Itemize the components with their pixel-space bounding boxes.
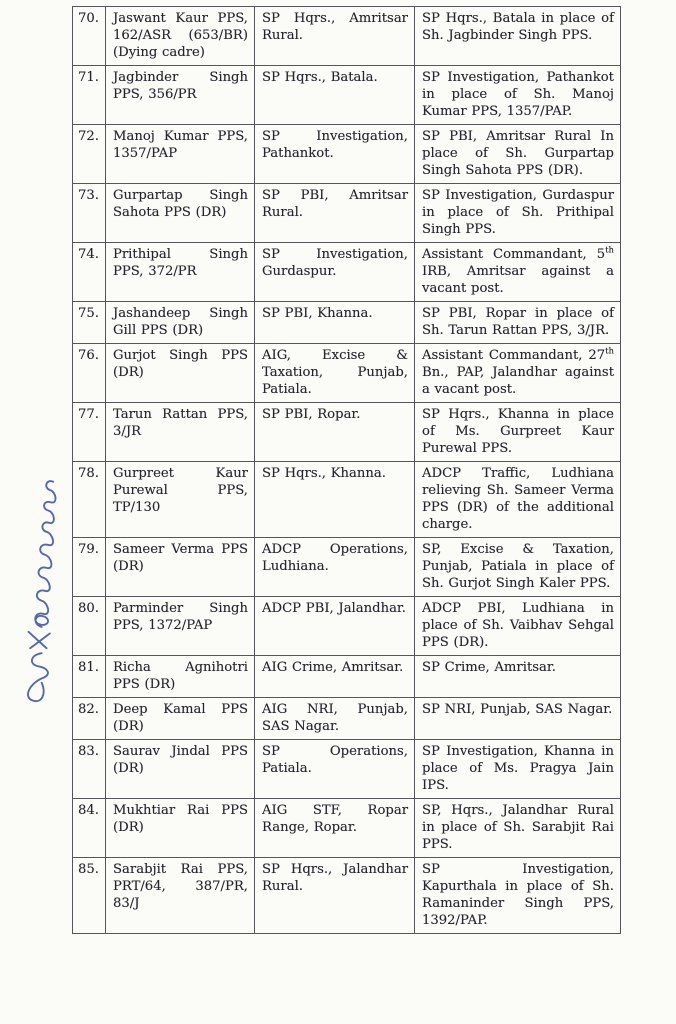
officer-name-cell: Jagbinder Singh PPS, 356/PR <box>106 66 255 125</box>
officer-name-cell: Sameer Verma PPS (DR) <box>106 538 255 597</box>
present-posting-cell: ADCP PBI, Jalandhar. <box>255 597 415 656</box>
signature-stroke <box>35 481 55 627</box>
serial-cell: 71. <box>73 66 106 125</box>
new-posting-cell: SP Investigation, Pathankot in place of Sh. Manoj Kumar PPS, 1357/PAP. <box>415 66 621 125</box>
new-posting-cell: SP Hqrs., Khanna in place of Ms. Gurpreet Kaur Purewal PPS. <box>415 403 621 462</box>
present-posting-cell: AIG, Excise & Taxation, Punjab, Patiala. <box>255 344 415 403</box>
serial-cell: 81. <box>73 656 106 698</box>
transfer-order-table <box>72 6 621 934</box>
serial-cell: 80. <box>73 597 106 656</box>
table-row <box>73 344 621 403</box>
serial-cell: 84. <box>73 799 106 858</box>
officer-name-cell: Saurav Jindal PPS (DR) <box>106 740 255 799</box>
new-posting-cell: SP Investigation, Khanna in place of Ms. Pragya Jain IPS. <box>415 740 621 799</box>
present-posting-cell: SP Investigation, Pathankot. <box>255 125 415 184</box>
officer-name-cell: Prithipal Singh PPS, 372/PR <box>106 243 255 302</box>
officer-name-cell: Jaswant Kaur PPS, 162/ASR (653/BR) (Dying cadre) <box>106 7 255 66</box>
new-posting-cell: SP Investigation, Gurdaspur in place of Sh. Prithipal Singh PPS. <box>415 184 621 243</box>
table-row <box>73 403 621 462</box>
officer-name-cell: Jashandeep Singh Gill PPS (DR) <box>106 302 255 344</box>
present-posting-cell: SP Operations, Patiala. <box>255 740 415 799</box>
new-posting-cell: Assistant Commandant, 5th IRB, Amritsar against a vacant post. <box>415 243 621 302</box>
table-row <box>73 698 621 740</box>
present-posting-cell: SP Investigation, Gurdaspur. <box>255 243 415 302</box>
serial-cell: 78. <box>73 462 106 538</box>
table-body <box>73 7 621 934</box>
present-posting-cell: SP Hqrs., Khanna. <box>255 462 415 538</box>
officer-name-cell: Gurpartap Singh Sahota PPS (DR) <box>106 184 255 243</box>
serial-cell: 82. <box>73 698 106 740</box>
table-row <box>73 597 621 656</box>
table-row <box>73 302 621 344</box>
present-posting-cell: AIG STF, Ropar Range, Ropar. <box>255 799 415 858</box>
table-row <box>73 184 621 243</box>
present-posting-cell: SP PBI, Amritsar Rural. <box>255 184 415 243</box>
table-row <box>73 125 621 184</box>
new-posting-cell: SP Hqrs., Batala in place of Sh. Jagbinder Singh PPS. <box>415 7 621 66</box>
new-posting-cell: SP Investigation, Kapurthala in place of Sh. Ramaninder Singh PPS, 1392/PAP. <box>415 858 621 934</box>
serial-cell: 70. <box>73 7 106 66</box>
officer-name-cell: Manoj Kumar PPS, 1357/PAP <box>106 125 255 184</box>
present-posting-cell: AIG Crime, Amritsar. <box>255 656 415 698</box>
serial-cell: 75. <box>73 302 106 344</box>
new-posting-cell: SP PBI, Ropar in place of Sh. Tarun Rattan PPS, 3/JR. <box>415 302 621 344</box>
table-row <box>73 7 621 66</box>
officer-name-cell: Gurjot Singh PPS (DR) <box>106 344 255 403</box>
table-row <box>73 858 621 934</box>
new-posting-cell: SP NRI, Punjab, SAS Nagar. <box>415 698 621 740</box>
new-posting-cell: SP PBI, Amritsar Rural In place of Sh. Gurpartap Singh Sahota PPS (DR). <box>415 125 621 184</box>
present-posting-cell: ADCP Operations, Ludhiana. <box>255 538 415 597</box>
serial-cell: 73. <box>73 184 106 243</box>
present-posting-cell: SP Hqrs., Jalandhar Rural. <box>255 858 415 934</box>
table-row <box>73 538 621 597</box>
serial-cell: 74. <box>73 243 106 302</box>
serial-cell: 79. <box>73 538 106 597</box>
officer-name-cell: Parminder Singh PPS, 1372/PAP <box>106 597 255 656</box>
table-row <box>73 656 621 698</box>
new-posting-cell: Assistant Commandant, 27th Bn., PAP, Jalandhar against a vacant post. <box>415 344 621 403</box>
officer-name-cell: Richa Agnihotri PPS (DR) <box>106 656 255 698</box>
table-row <box>73 462 621 538</box>
present-posting-cell: SP PBI, Ropar. <box>255 403 415 462</box>
serial-cell: 76. <box>73 344 106 403</box>
officer-name-cell: Mukhtiar Rai PPS (DR) <box>106 799 255 858</box>
officer-name-cell: Tarun Rattan PPS, 3/JR <box>106 403 255 462</box>
officer-name-cell: Deep Kamal PPS (DR) <box>106 698 255 740</box>
new-posting-cell: SP, Excise & Taxation, Punjab, Patiala in place of Sh. Gurjot Singh Kaler PPS. <box>415 538 621 597</box>
table-row <box>73 243 621 302</box>
signature-flourish <box>28 632 50 701</box>
table-row <box>73 799 621 858</box>
new-posting-cell: ADCP Traffic, Ludhiana relieving Sh. Sameer Verma PPS (DR) of the additional charge. <box>415 462 621 538</box>
serial-cell: 72. <box>73 125 106 184</box>
serial-cell: 77. <box>73 403 106 462</box>
new-posting-cell: SP, Hqrs., Jalandhar Rural in place of Sh. Sarabjit Rai PPS. <box>415 799 621 858</box>
serial-cell: 85. <box>73 858 106 934</box>
table-row <box>73 66 621 125</box>
serial-cell: 83. <box>73 740 106 799</box>
new-posting-cell: SP Crime, Amritsar. <box>415 656 621 698</box>
table-row <box>73 740 621 799</box>
officer-name-cell: Gurpreet Kaur Purewal PPS, TP/130 <box>106 462 255 538</box>
officer-name-cell: Sarabjit Rai PPS, PRT/64, 387/PR, 83/J <box>106 858 255 934</box>
present-posting-cell: SP PBI, Khanna. <box>255 302 415 344</box>
new-posting-cell: ADCP PBI, Ludhiana in place of Sh. Vaibhav Sehgal PPS (DR). <box>415 597 621 656</box>
handwritten-signature <box>16 458 64 704</box>
present-posting-cell: SP Hqrs., Batala. <box>255 66 415 125</box>
present-posting-cell: SP Hqrs., Amritsar Rural. <box>255 7 415 66</box>
present-posting-cell: AIG NRI, Punjab, SAS Nagar. <box>255 698 415 740</box>
